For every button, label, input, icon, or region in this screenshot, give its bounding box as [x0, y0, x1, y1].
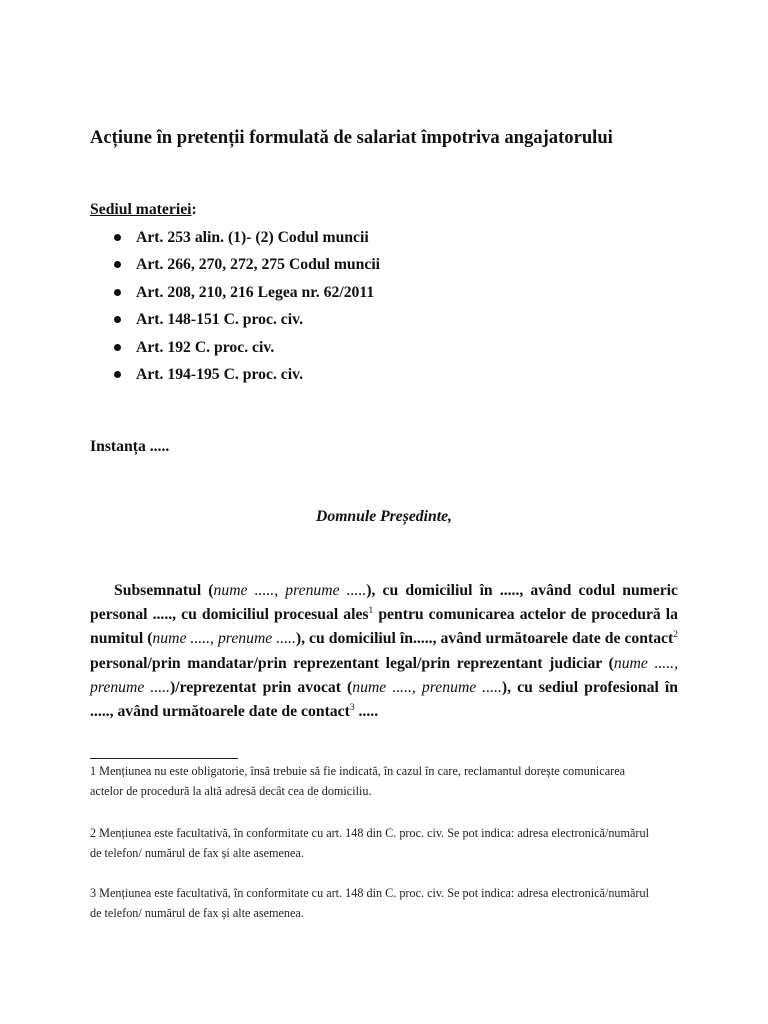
bullet-icon — [114, 316, 121, 323]
footnote-2: 2 Mențiunea este facultativă, în conformitate cu art. 148 din C. proc. civ. Se pot indica: adresa electronică/numărul de telefon/ numărul de fax și alte asemenea. — [90, 826, 649, 860]
sediu-materiei-label — [90, 201, 197, 219]
body-text: ), cu domiciliul în....., având următoarele date de contact — [295, 630, 674, 648]
list-item — [112, 228, 380, 255]
list-item-text: Art. 192 C. proc. civ. — [136, 338, 275, 356]
document-title: Acțiune în pretenții formulată de salariat împotriva angajatorului — [90, 127, 613, 148]
body-text: ..... — [354, 703, 379, 721]
bullet-icon — [114, 344, 121, 351]
bullet-icon — [114, 261, 121, 268]
list-item — [112, 283, 380, 310]
body-text: )/reprezentat prin avocat ( — [169, 678, 353, 696]
list-item — [112, 310, 380, 337]
body-placeholder: nume ....., prenume ..... — [152, 630, 296, 648]
footnote-1: 1 Mențiunea nu este obligatorie, însă trebuie să fie indicată, în cazul în care, reclamantul dorește comunicarea actelor de procedură la altă adresă decât cea de domiciliu. — [90, 764, 626, 798]
list-item-text: Art. 208, 210, 216 Legea nr. 62/2011 — [136, 283, 375, 301]
body-placeholder: nume ....., prenume ..... — [213, 582, 367, 599]
body-text: ), cu sediul profesional în ....., având următoarele date de contact — [90, 678, 678, 721]
list-item — [112, 338, 380, 365]
sediu-materiei-text: Sediul materiei — [90, 201, 192, 218]
footnote-ref-2[interactable]: 2 — [673, 630, 678, 641]
body-text: personal/prin mandatar/prin reprezentant legal/prin reprezentant judiciar ( — [90, 654, 614, 672]
body-placeholder: nume ....., prenume ..... — [90, 654, 678, 696]
list-item-text: Art. 148-151 C. proc. civ. — [136, 311, 304, 329]
footnote-3: 3 Mențiunea este facultativă, în conformitate cu art. 148 din C. proc. civ. Se pot indica: adresa electronică/numărul de telefon/ numărul de fax și alte asemenea. — [90, 886, 649, 920]
instanta-line: Instanța ..... — [90, 438, 170, 455]
salutation: Domnule Președinte, — [316, 508, 452, 525]
list-item — [112, 255, 380, 282]
footnote-ref-1[interactable]: 1 — [368, 605, 374, 616]
bullet-icon — [114, 234, 121, 241]
list-item — [112, 365, 380, 392]
footnote-separator — [90, 758, 238, 759]
list-item-text: Art. 194-195 C. proc. civ. — [136, 365, 304, 383]
footnote-ref-3[interactable]: 3 — [349, 702, 355, 713]
bullet-icon — [114, 289, 121, 296]
body-text: ), cu domiciliul în ....., având codul numeric personal ....., cu domiciliul procesual ales — [90, 582, 678, 624]
list-item-text: Art. 253 alin. (1)- (2) Codul muncii — [136, 229, 369, 246]
bullet-icon — [114, 371, 121, 378]
sediu-materiei-list — [112, 228, 380, 392]
body-paragraph — [90, 579, 678, 724]
body-text: ( — [201, 582, 214, 599]
body-subsemnatul: Subsemnatul — [114, 582, 202, 599]
body-placeholder: nume ....., prenume ..... — [352, 678, 502, 696]
body-text: pentru comunicarea actelor de procedură la numitul ( — [90, 606, 678, 648]
sediu-colon: : — [191, 201, 197, 218]
list-item-text: Art. 266, 270, 272, 275 Codul muncii — [136, 256, 381, 274]
